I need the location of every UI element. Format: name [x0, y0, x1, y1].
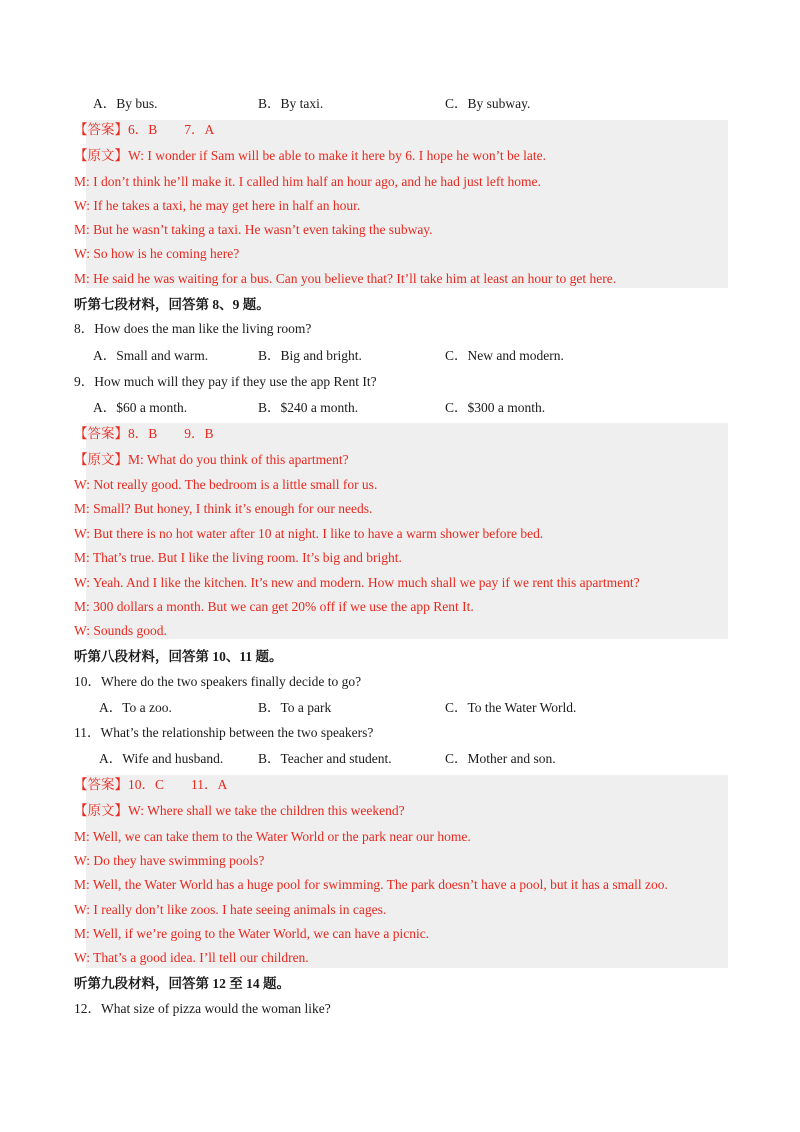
- q8-option-a: A．Small and warm.: [93, 348, 209, 363]
- transcript-line: 【原文】M: What do you think of this apartment?: [74, 452, 349, 467]
- transcript-line: M: But he wasn’t taking a taxi. He wasn’t even taking the subway.: [74, 222, 433, 237]
- transcript-line: M: Well, the Water World has a huge pool for swimming. The park doesn’t have a pool, but it has a small zoo.: [74, 877, 668, 892]
- answer-line: 【答案】8．B 9．B: [74, 426, 214, 441]
- transcript-line: W: Sounds good.: [74, 623, 167, 638]
- transcript-line: M: Well, we can take them to the Water World or the park near our home.: [74, 829, 471, 844]
- question-12: 12．What size of pizza would the woman like?: [74, 1001, 331, 1016]
- answer-line: 【答案】10．C 11．A: [74, 777, 228, 792]
- section-heading: 听第八段材料，回答第 10、11 题。: [74, 649, 283, 664]
- q11-option-c: C．Mother and son.: [445, 751, 556, 766]
- q11-option-b: B．Teacher and student.: [258, 751, 392, 766]
- section-heading: 听第九段材料，回答第 12 至 14 题。: [74, 976, 290, 991]
- transcript-line: W: Yeah. And I like the kitchen. It’s new and modern. How much shall we pay if we rent this apartment?: [74, 575, 640, 590]
- q7-option-c: C．By subway.: [445, 96, 531, 111]
- transcript-line: W: That’s a good idea. I’ll tell our children.: [74, 950, 309, 965]
- q9-option-b: B．$240 a month.: [258, 400, 359, 415]
- q10-option-a: A．To a zoo.: [99, 700, 172, 715]
- transcript-line: M: That’s true. But I like the living room. It’s big and bright.: [74, 550, 402, 565]
- transcript-line: M: I don’t think he’ll make it. I called him half an hour ago, and he had just left home.: [74, 174, 541, 189]
- q11-option-a: A．Wife and husband.: [99, 751, 224, 766]
- question-9: 9．How much will they pay if they use the app Rent It?: [74, 374, 377, 389]
- transcript-line: 【原文】W: Where shall we take the children this weekend?: [74, 803, 405, 818]
- transcript-line: 【原文】W: I wonder if Sam will be able to make it here by 6. I hope he won’t be late.: [74, 148, 546, 163]
- transcript-line: W: Do they have swimming pools?: [74, 853, 265, 868]
- q7-option-a: A．By bus.: [93, 96, 158, 111]
- q9-option-a: A．$60 a month.: [93, 400, 188, 415]
- section-heading: 听第七段材料，回答第 8、9 题。: [74, 297, 270, 312]
- answer-line: 【答案】6．B 7．A: [74, 122, 215, 137]
- q10-option-b: B．To a park: [258, 700, 332, 715]
- q10-option-c: C．To the Water World.: [445, 700, 577, 715]
- transcript-line: W: If he takes a taxi, he may get here in half an hour.: [74, 198, 361, 213]
- question-8: 8．How does the man like the living room?: [74, 321, 312, 336]
- q9-option-c: C．$300 a month.: [445, 400, 546, 415]
- transcript-line: M: He said he was waiting for a bus. Can you believe that? It’ll take him at least an hour to get here.: [74, 271, 617, 286]
- question-10: 10．Where do the two speakers finally decide to go?: [74, 674, 362, 689]
- transcript-line: M: 300 dollars a month. But we can get 20% off if we use the app Rent It.: [74, 599, 474, 614]
- transcript-line: W: So how is he coming here?: [74, 246, 240, 261]
- q7-option-b: B．By taxi.: [258, 96, 324, 111]
- transcript-line: W: I really don’t like zoos. I hate seeing animals in cages.: [74, 902, 387, 917]
- transcript-line: W: Not really good. The bedroom is a little small for us.: [74, 477, 378, 492]
- transcript-line: M: Small? But honey, I think it’s enough for our needs.: [74, 501, 373, 516]
- transcript-line: M: Well, if we’re going to the Water World, we can have a picnic.: [74, 926, 430, 941]
- transcript-line: W: But there is no hot water after 10 at night. I like to have a warm shower before bed.: [74, 526, 544, 541]
- question-11: 11．What’s the relationship between the two speakers?: [74, 725, 374, 740]
- q8-option-c: C．New and modern.: [445, 348, 564, 363]
- q8-option-b: B．Big and bright.: [258, 348, 362, 363]
